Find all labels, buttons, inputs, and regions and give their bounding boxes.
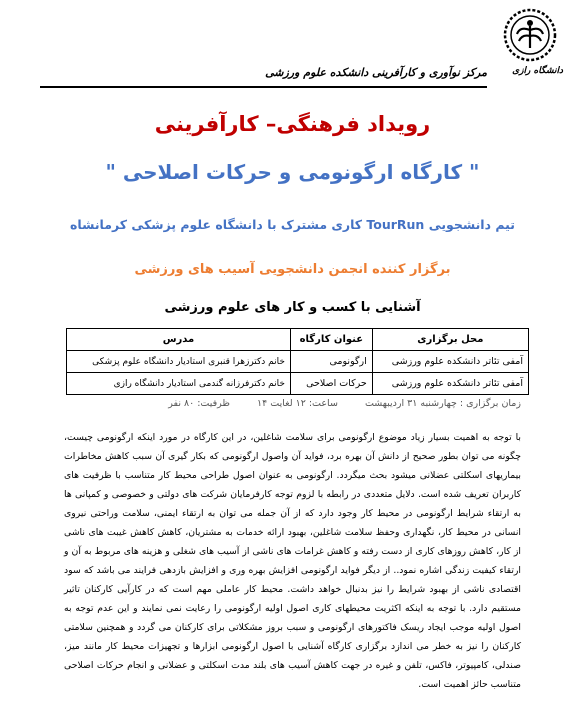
- university-name: دانشگاه رازی: [512, 66, 563, 76]
- column-header: مدرس: [67, 329, 291, 351]
- table-row: [67, 351, 529, 373]
- workshop-title: " کارگاه ارگونومی و حرکات اصلاحی ": [105, 160, 480, 184]
- schedule-row: [144, 398, 521, 409]
- schedule-capacity: ظرفیت: ۸۰ نفر: [168, 398, 230, 409]
- venue-cell: آمفی تئاتر دانشکده علوم ورزشی: [372, 351, 528, 373]
- workshop-table: [66, 328, 529, 395]
- column-header: عنوان کارگاه: [290, 329, 372, 351]
- header-divider: [40, 86, 487, 88]
- description-paragraph: با توجه به اهمیت بسیار زیاد موضوع ارگونومی برای سلامت شاغلین، در این کارگاه در مورد اینکه ارگونومی چیست، چگونه می توان بطور صحیح از دانش آن بهره برد، فواید آن واصول ارگونومی که بکار گیری آن سبب کاهش مخاطرات بیماریهای اسکلتی عضلانی میشود بحث میگردد. ارگونومی به عنوان اصول طراحی محیط کار متناسب با ظرفیت های کاربران تعریف شده است. دلایل متعددی در رابطه با لزوم توجه کارفرمایان شرکت های دولتی و خصوصی و کمپانی ها به ارتقاء شرایط ارگونومی در محیط کار وجود دارد که از آن جمله می توان به ارتقاء ایمنی، سلامت وراحتی نیروی انسانی در محیط کار، نگهداری وحفظ سلامت شاغلین، بهبود ارائه خدمات به مشتریان، کاهش کاهش غیبت های ناشی از کار، کاهش روزهای کاری از دست رفته و کاهش غرامات های ناشی از آسیب های شغلی و هزینه های مربوط به آن و ارتقاء کیفیت زندگی اشاره نمود.. از دیگر فواید ارگونومی افزایش بهره وری و افزایش بازدهی فرایند می باشد که سود اقتصادی ناشی از بهبود شرایط را نیز بدنبال خواهد داشت. محیط کار عاملی مهم است که در کارآیی کارکنان تاثیر مستقیم دارد. با توجه به اینکه اکثریت محیطهای کاری اصول اولیه ارگونومی را رعایت نمی نمایند و این عدم توجه به اصول اولیه موجب ایجاد ریسک فاکتورهای ارگونومی و سبب بروز مشکلاتی برای کارکنان می گردد و همچنین سلامتی کارکنان را نیز به خطر می اندازد برگزاری کارگاه آشنایی با اصول ارگونومی ابزارها و تجهیزات محیط کار مانند میز، صندلی، کامپیوتر، فاکس، تلفن و غیره در جهت کاهش آسیب های بلند مدت اسکلتی و عضلانی و انجام حرکات اصلاحی متناسب حائز اهمیت است.: [64, 432, 521, 690]
- workshop-cell: ارگونومی: [290, 351, 372, 373]
- schedule-time: ساعت: ۱۲ لغایت ۱۴: [257, 398, 338, 409]
- center-name: مرکز نوآوری و کارآفرینی دانشکده علوم ورزشی: [265, 66, 487, 79]
- table-row: [67, 373, 529, 395]
- column-header: محل برگزاری: [372, 329, 528, 351]
- schedule-date: زمان برگزاری : چهارشنبه ۳۱ اردیبهشت: [364, 398, 521, 409]
- team-line: تیم دانشجویی TourRun کاری مشترک با دانشگاه علوم پزشکی کرمانشاه: [70, 217, 515, 232]
- university-emblem-icon: [503, 8, 557, 62]
- workshop-cell: حرکات اصلاحی: [290, 373, 372, 395]
- subtitle-line: آشنایی با کسب و کار های علوم ورزشی: [164, 300, 421, 315]
- table-header-row: [67, 329, 529, 351]
- teacher-cell: خانم دکترفرزانه گندمی استادیار دانشگاه رازی: [67, 373, 291, 395]
- teacher-cell: خانم دکترزهرا قنبری استادیار دانشگاه علوم پزشکی: [67, 351, 291, 373]
- event-title: رویداد فرهنگی– کارآفرینی: [154, 112, 431, 136]
- organizer-line: برگزار کننده انجمن دانشجویی آسیب های ورزشی: [134, 262, 451, 277]
- venue-cell: آمفی تئاتر دانشکده علوم ورزشی: [372, 373, 528, 395]
